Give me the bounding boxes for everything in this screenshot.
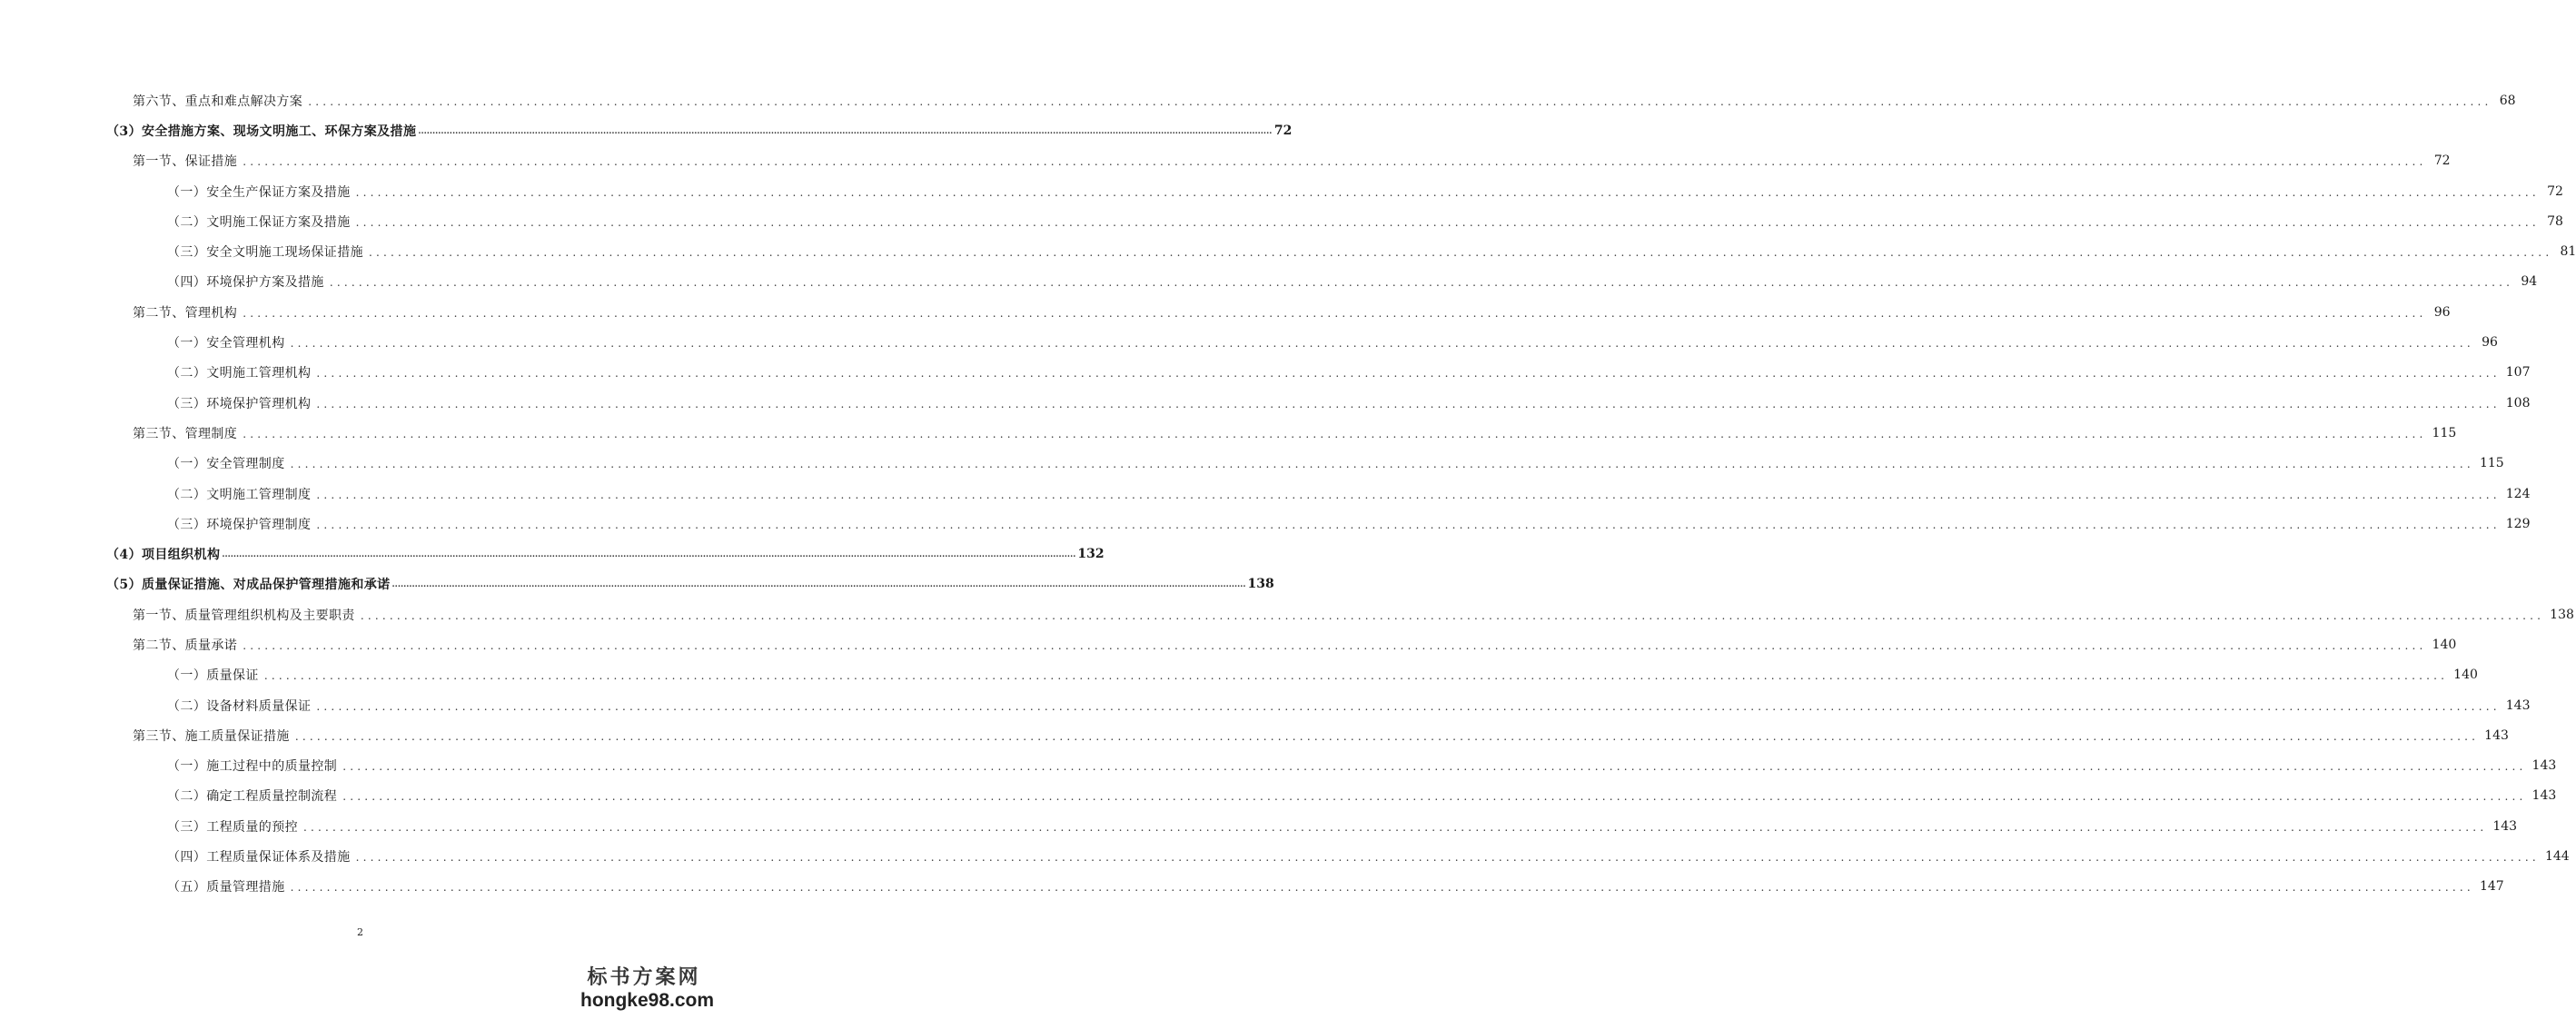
toc-entry-title: （二）设备材料质量保证 (167, 698, 312, 714)
dot-leader: ............................................................................................................................................................................................................................................................................................................ (355, 185, 2540, 199)
toc-entry-page: 96 (2482, 335, 2498, 351)
toc-entry[interactable] (0, 841, 2570, 871)
toc-entry-title: （四）环境保护方案及措施 (167, 275, 324, 291)
toc-entry-page: 143 (2505, 697, 2531, 713)
toc-entry-title: （三）工程质量的预控 (167, 819, 298, 835)
toc-entry-page: 107 (2505, 365, 2531, 381)
toc-entry-title: （5）质量保证措施、对成品保护管理措施和承诺 (106, 578, 391, 593)
toc-entry-page: 96 (2433, 304, 2451, 320)
toc-entry-title: （一）安全管理制度 (167, 457, 285, 472)
dot-leader: ............................................................................................................................................................................................................................................................................................................ (243, 638, 2427, 652)
toc-entry-title: 第六节、重点和难点解决方案 (133, 94, 303, 109)
toc-entry[interactable] (0, 267, 2538, 297)
toc-entry-page: 143 (2484, 727, 2509, 743)
toc-entry-title: （一）安全管理机构 (167, 336, 285, 351)
toc-entry-title: 第一节、质量管理组织机构及主要职责 (133, 608, 355, 623)
dot-leader: ............................................................................................................................................................................................................................................................................................................ (369, 246, 2553, 260)
toc-entry-page: 144 (2544, 849, 2570, 865)
toc-entry-page: 72 (2547, 183, 2563, 199)
dot-leader: ............................................................................................................................................................................................................................................................................................................ (294, 729, 2480, 743)
dot-leader: ............................................................................................................................................................................................................................................................................................................ (418, 126, 1273, 136)
toc-entry-title: （三）安全文明施工现场保证措施 (167, 245, 363, 261)
toc-entry-page: 129 (2505, 516, 2531, 531)
toc-entry[interactable] (0, 297, 2451, 327)
toc-entry-page: 115 (2432, 425, 2457, 440)
toc-entry-title: 第三节、施工质量保证措施 (133, 728, 290, 744)
dot-leader: ............................................................................................................................................................................................................................................................................................................ (243, 427, 2427, 440)
toc-entry[interactable] (0, 509, 2531, 539)
toc-entry[interactable] (0, 660, 2478, 690)
toc-entry[interactable] (0, 418, 2457, 448)
toc-entry-page: 143 (2531, 758, 2557, 774)
dot-leader: ............................................................................................................................................................................................................................................................................................................ (316, 367, 2501, 381)
dot-leader: ............................................................................................................................................................................................................................................................................................................ (290, 458, 2474, 471)
toc-entry-title: （三）环境保护管理制度 (167, 517, 312, 532)
dot-leader: ............................................................................................................................................................................................................................................................................................................ (391, 580, 1246, 590)
toc-entry[interactable] (0, 872, 2504, 902)
toc-entry-page: 78 (2547, 213, 2563, 229)
toc-entry[interactable] (0, 599, 2574, 629)
toc-entry-page: 138 (2550, 607, 2574, 622)
toc-entry[interactable] (0, 781, 2557, 811)
toc-entry-title: 第二节、管理机构 (133, 305, 238, 321)
page-number: 2 (357, 926, 363, 938)
toc-entry-title: （二）文明施工保证方案及措施 (167, 214, 351, 230)
dot-leader: ............................................................................................................................................................................................................................................................................................................ (308, 94, 2492, 108)
toc-entry-title: （五）质量管理措施 (167, 880, 285, 895)
toc-entry-page: 140 (2432, 637, 2457, 652)
toc-entry-page: 94 (2521, 274, 2538, 290)
toc-entry[interactable] (0, 449, 2504, 479)
toc-entry[interactable] (0, 176, 2563, 206)
toc-entry-page: 138 (1247, 577, 1274, 592)
toc-entry-page: 81 (2560, 244, 2576, 260)
toc-entry-title: （3）安全措施方案、现场文明施工、环保方案及措施 (106, 124, 417, 139)
toc-entry-page: 143 (2531, 788, 2557, 804)
table-of-contents (0, 85, 2576, 902)
toc-entry[interactable] (0, 115, 1293, 145)
dot-leader: ............................................................................................................................................................................................................................................................................................................ (342, 760, 2527, 774)
toc-entry-page: 115 (2479, 456, 2504, 471)
toc-entry[interactable] (0, 720, 2509, 750)
dot-leader: ............................................................................................................................................................................................................................................................................................................ (355, 851, 2540, 865)
dot-leader: ............................................................................................................................................................................................................................................................................................................ (316, 397, 2501, 411)
dot-leader: ............................................................................................................................................................................................................................................................................................................ (355, 215, 2540, 229)
toc-entry-title: （一）质量保证 (167, 668, 259, 684)
toc-entry[interactable] (0, 388, 2531, 418)
toc-entry[interactable] (0, 479, 2531, 509)
toc-entry-title: （4）项目组织机构 (106, 548, 221, 563)
toc-entry-page: 108 (2505, 395, 2531, 411)
dot-leader: ............................................................................................................................................................................................................................................................................................................ (243, 306, 2427, 320)
watermark-site-name: 标书方案网 (587, 966, 701, 989)
toc-entry-page: 143 (2492, 818, 2518, 834)
toc-entry-page: 72 (2433, 153, 2451, 169)
toc-entry-title: （二）确定工程质量控制流程 (167, 789, 338, 805)
dot-leader: ............................................................................................................................................................................................................................................................................................................ (360, 608, 2545, 622)
toc-entry[interactable] (0, 629, 2457, 659)
toc-entry[interactable] (0, 811, 2518, 841)
toc-entry-title: （二）文明施工管理制度 (167, 487, 312, 502)
watermark-url: hongke98.com (580, 990, 715, 1011)
dot-leader: ............................................................................................................................................................................................................................................................................................................ (316, 518, 2501, 531)
dot-leader: ............................................................................................................................................................................................................................................................................................................ (263, 669, 2449, 683)
toc-entry-title: （三）环境保护管理机构 (167, 396, 312, 411)
toc-entry[interactable] (0, 327, 2498, 357)
watermark-logo (580, 966, 715, 1012)
toc-entry-title: 第一节、保证措施 (133, 154, 238, 170)
toc-entry-title: （二）文明施工管理机构 (167, 366, 312, 381)
toc-entry-title: （一）安全生产保证方案及措施 (167, 184, 351, 200)
toc-entry[interactable] (0, 236, 2576, 266)
toc-entry-page: 147 (2479, 879, 2504, 895)
toc-entry-page: 132 (1077, 547, 1105, 562)
dot-leader: ............................................................................................................................................................................................................................................................................................................ (316, 699, 2501, 713)
toc-entry-title: （一）施工过程中的质量控制 (167, 759, 338, 775)
toc-entry[interactable] (0, 751, 2557, 781)
dot-leader: ............................................................................................................................................................................................................................................................................................................ (290, 881, 2474, 895)
toc-entry[interactable] (0, 85, 2516, 115)
toc-entry-page: 72 (1273, 123, 1293, 138)
dot-leader: ............................................................................................................................................................................................................................................................................................................ (342, 790, 2527, 804)
toc-entry[interactable] (0, 569, 1274, 599)
toc-entry-page: 68 (2499, 93, 2516, 108)
toc-entry[interactable] (0, 206, 2563, 236)
toc-entry-title: 第二节、质量承诺 (133, 638, 238, 653)
toc-entry-page: 140 (2453, 668, 2478, 683)
dot-leader: ............................................................................................................................................................................................................................................................................................................ (222, 550, 1076, 560)
dot-leader: ............................................................................................................................................................................................................................................................................................................ (290, 337, 2474, 351)
toc-entry[interactable] (0, 146, 2451, 176)
dot-leader: ............................................................................................................................................................................................................................................................................................................ (329, 276, 2514, 290)
dot-leader: ............................................................................................................................................................................................................................................................................................................ (303, 820, 2488, 834)
toc-entry-title: （四）工程质量保证体系及措施 (167, 850, 351, 866)
toc-entry-title: 第三节、管理制度 (133, 426, 238, 441)
toc-entry[interactable] (0, 539, 1105, 569)
dot-leader: ............................................................................................................................................................................................................................................................................................................ (316, 488, 2501, 501)
toc-entry[interactable] (0, 358, 2531, 388)
toc-entry-page: 124 (2505, 486, 2531, 501)
dot-leader: ............................................................................................................................................................................................................................................................................................................ (243, 155, 2427, 169)
toc-entry[interactable] (0, 690, 2531, 720)
